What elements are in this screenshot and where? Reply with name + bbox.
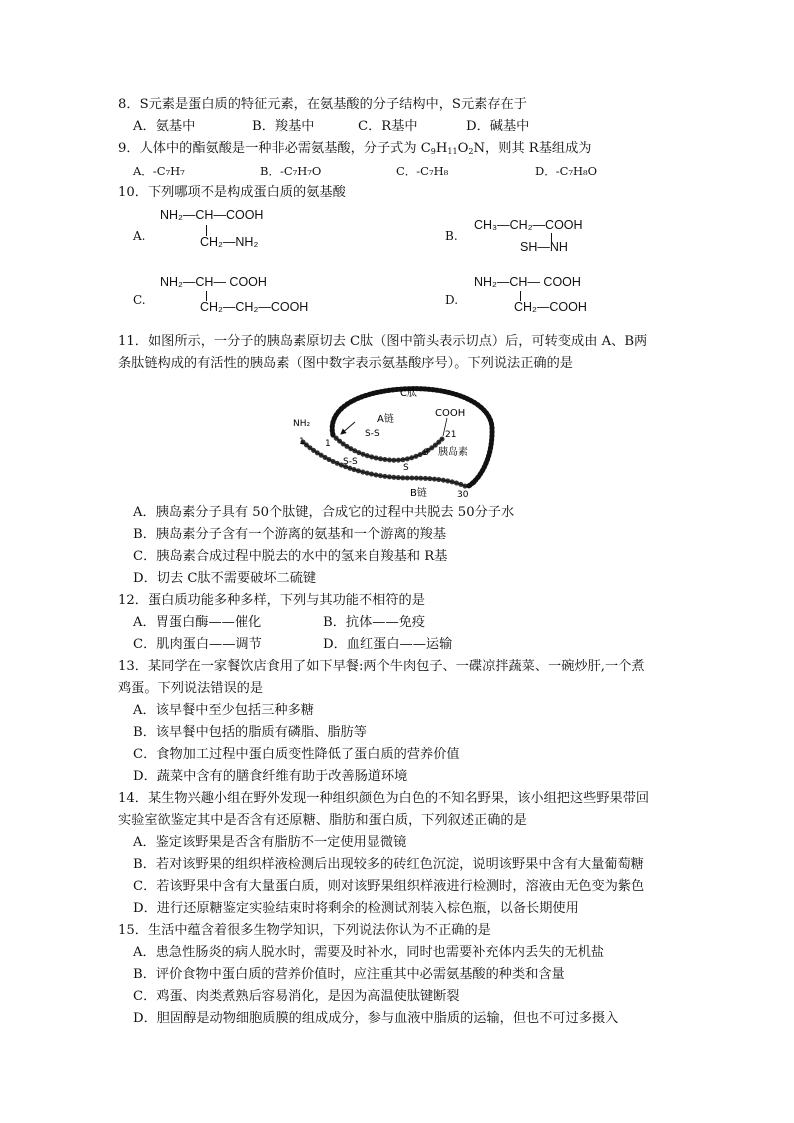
q10-a-bottom: CH₂—NH₂ — [200, 235, 259, 249]
label-cooh: COOH — [435, 408, 466, 419]
label-nh2: NH₂ — [293, 419, 311, 429]
q10-formula-d — [474, 275, 604, 319]
q11-option-a: A．胰岛素分子具有 50个肽键，合成它的过程中共脱去 50分子水 — [133, 505, 515, 520]
q12-option-c: C．肌肉蛋白——调节 — [133, 637, 262, 652]
q9-option-b: B．-C₇H₇O — [260, 164, 322, 178]
q8-option-a: A．氨基中 — [133, 119, 196, 134]
q9-stem-pre: 9．人体中的酯氨酸是一种非必需氨基酸，分子式为 C — [118, 141, 431, 156]
q14-option-d: D．进行还原糖鉴定实验结束时将剩余的检测试剂装入棕色瓶，以备长期使用 — [133, 901, 579, 916]
q14-stem-line1: 14．某生物兴趣小组在野外发现一种组织颜色为白色的不知名野果，该小组把这些野果带回 — [118, 791, 650, 806]
q9-option-d: D．-C₇H₈O — [535, 164, 598, 178]
q10-label-d: D. — [445, 293, 459, 307]
q8-option-c: C．R基中 — [358, 119, 418, 134]
q15-option-c: C．鸡蛋、肉类煮熟后容易消化，是因为高温使肽键断裂 — [133, 989, 460, 1004]
insulin-diagram — [285, 380, 510, 500]
q11-stem-line2: 条肽链构成的有活性的胰岛素（图中数字表示氨基酸序号）。下列说法正确的是 — [118, 356, 573, 371]
q10-label-c: C. — [133, 293, 146, 307]
q15-stem: 15．生活中蕴含着很多生物学知识，下列说法你认为不正确的是 — [118, 923, 491, 938]
q9-o: O — [457, 141, 469, 156]
q14-option-a: A．鉴定该野果是否含有脂肪不一定使用显微镜 — [133, 835, 407, 850]
q10-formula-a — [160, 208, 320, 254]
q13-stem-line1: 13．某同学在一家餐饮店食用了如下早餐:两个牛肉包子、一碟凉拌蔬菜、一碗炒肝,一个煮 — [118, 659, 645, 674]
q11-option-c: C．胰岛素合成过程中脱去的水中的氢来自羧基和 R基 — [133, 549, 448, 564]
label-num-30: 30 — [457, 490, 469, 500]
q10-b-bottom: SH—NH — [520, 240, 568, 254]
q11-option-b: B．胰岛素分子含有一个游离的氨基和一个游离的羧基 — [133, 527, 447, 542]
label-b-chain: B链 — [410, 488, 427, 499]
cut-arrow-1 — [341, 422, 355, 434]
label-num-1-b: 1 — [299, 437, 305, 447]
q9-sub-h: 11 — [447, 147, 458, 156]
q10-c-bottom: CH₂—CH₂—COOH — [200, 300, 309, 314]
label-ss-2: S-S — [343, 457, 358, 467]
label-num-1-a: 1 — [325, 439, 331, 449]
q9-h: H — [435, 141, 448, 156]
q12-option-a: A．胃蛋白酶——催化 — [133, 615, 262, 630]
q10-c-top: NH₂—CH— COOH — [160, 275, 267, 289]
q9-sub-c: 9 — [430, 147, 436, 156]
q14-stem-line2: 实验室欲鉴定其中是否含有还原糖、脂肪和蛋白质，下列叙述正确的是 — [118, 813, 527, 828]
q11-stem-line1: 11．如图所示，一分子的胰岛素原切去 C肽（图中箭头表示切点）后，可转变成由 A、B两 — [118, 334, 648, 349]
label-c-peptide: C肽 — [400, 388, 417, 399]
q12-option-b: B．抗体——免疫 — [323, 615, 426, 630]
c-peptide-chain — [332, 389, 492, 487]
q10-label-b: B. — [445, 229, 458, 243]
q10-b-top: CH₃—CH₂—COOH — [474, 218, 583, 232]
q9-stem-post: N，则其 R基组成为 — [473, 141, 592, 156]
q10-a-top: NH₂—CH—COOH — [160, 208, 264, 222]
q9-option-c: C．-C₇H₈ — [396, 164, 449, 178]
label-num-21: 21 — [445, 430, 457, 440]
label-a-chain: A链 — [377, 414, 394, 425]
label-s-1: S — [423, 448, 429, 458]
q8-stem: 8．S元素是蛋白质的特征元素，在氨基酸的分子结构中，S元素存在于 — [118, 97, 527, 112]
q10-formula-c — [160, 275, 330, 319]
label-s-2: S — [403, 463, 409, 473]
q9-option-a: A．-C₇H₇ — [133, 164, 185, 178]
q13-option-c: C．食物加工过程中蛋白质变性降低了蛋白质的营养价值 — [133, 747, 460, 762]
q10-stem: 10．下列哪项不是构成蛋白质的氨基酸 — [118, 185, 346, 200]
q8-option-b: B．羧基中 — [252, 119, 315, 134]
q10-d-top: NH₂—CH— COOH — [474, 275, 581, 289]
q12-stem: 12．蛋白质功能多种多样，下列与其功能不相符的是 — [118, 593, 425, 608]
q15-option-d: D．胆固醇是动物细胞质膜的组成成分，参与血液中脂质的运输，但也不可过多摄入 — [133, 1011, 619, 1026]
q13-option-b: B．该早餐中包括的脂质有磷脂、脂肪等 — [133, 725, 367, 740]
q12-option-d: D．血红蛋白——运输 — [323, 637, 453, 652]
q13-stem-line2: 鸡蛋。下列说法错误的是 — [118, 681, 264, 696]
q14-option-b: B．若对该野果的组织样液检测后出现较多的砖红色沉淀，说明该野果中含有大量葡萄糖 — [133, 857, 644, 872]
q10-label-a: A. — [133, 229, 146, 243]
q9-stem — [118, 139, 591, 159]
q11-option-d: D．切去 C肽不需要破坏二硫键 — [133, 571, 317, 586]
label-insulin: 胰岛素 — [438, 447, 468, 458]
q10-d-bottom: CH₂—COOH — [514, 300, 587, 314]
q15-option-b: B．评价食物中蛋白质的营养价值时，应注重其中必需氨基酸的种类和含量 — [133, 967, 565, 982]
q8-option-d: D．碱基中 — [466, 119, 530, 134]
q15-option-a: A．患急性肠炎的病人脱水时，需要及时补水，同时也需要补充体内丢失的无机盐 — [133, 945, 605, 960]
q9-sub-o: 2 — [468, 147, 474, 156]
q13-option-d: D．蔬菜中含有的膳食纤维有助于改善肠道环境 — [133, 769, 408, 784]
q14-option-c: C．若该野果中含有大量蛋白质，则对该野果组织样液进行检测时，溶液由无色变为紫色 — [133, 879, 645, 894]
q13-option-a: A．该早餐中至少包括三种多糖 — [133, 703, 314, 718]
q10-formula-b — [474, 218, 604, 258]
label-ss-1: S-S — [365, 429, 380, 439]
